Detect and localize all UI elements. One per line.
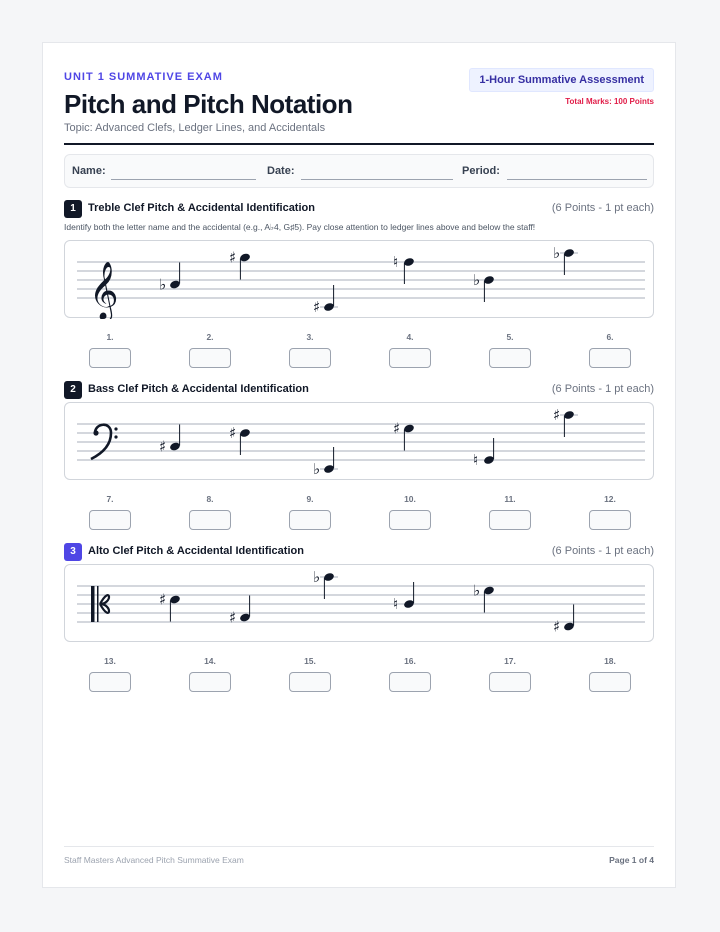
accidental-sharp-icon: ♯ <box>229 424 237 442</box>
bass-staff-box <box>64 402 654 480</box>
accidental-sharp-icon: ♯ <box>553 617 561 636</box>
answer-box[interactable] <box>189 510 231 530</box>
question-number: 1. <box>106 332 114 342</box>
section-2-title: Bass Clef Pitch & Accidental Identification <box>88 383 309 395</box>
section-3-header <box>64 543 654 561</box>
accidental-flat-icon: ♭ <box>553 244 561 262</box>
student-info-bar <box>64 154 654 188</box>
assessment-badge: 1-Hour Summative Assessment <box>469 68 654 92</box>
answer-box[interactable] <box>589 510 631 530</box>
exam-page <box>42 42 676 888</box>
accidental-sharp-icon: ♯ <box>229 248 237 267</box>
accidental-natural-icon: ♮ <box>393 253 399 271</box>
footer-rule <box>64 846 654 847</box>
section-2-answers <box>64 494 654 538</box>
accidental-sharp-icon: ♯ <box>229 608 237 627</box>
header-rule <box>64 143 654 145</box>
period-label: Period: <box>462 165 500 177</box>
question-number: 6. <box>606 332 614 342</box>
question-number: 4. <box>406 332 414 342</box>
answer-box[interactable] <box>89 348 131 368</box>
answer-box[interactable] <box>189 348 231 368</box>
alto-clef-icon <box>91 586 95 622</box>
accidental-sharp-icon: ♯ <box>159 437 167 456</box>
question-number: 16. <box>404 656 416 666</box>
question-number: 7. <box>106 494 114 504</box>
accidental-flat-icon: ♭ <box>313 568 321 586</box>
section-1-answers <box>64 332 654 376</box>
accidental-sharp-icon: ♯ <box>159 590 167 609</box>
date-field[interactable] <box>301 179 453 180</box>
question-number: 3. <box>306 332 314 342</box>
alto-clef-bar <box>97 586 99 622</box>
name-field[interactable] <box>111 179 256 180</box>
accidental-natural-icon: ♮ <box>473 451 479 469</box>
answer-box[interactable] <box>489 672 531 692</box>
section-2-points: (6 Points - 1 pt each) <box>551 383 654 395</box>
name-label: Name: <box>72 165 106 177</box>
accidental-sharp-icon: ♯ <box>393 419 401 438</box>
question-number: 17. <box>504 656 516 666</box>
question-number: 13. <box>104 656 116 666</box>
section-3-title: Alto Clef Pitch & Accidental Identification <box>88 545 304 557</box>
answer-box[interactable] <box>189 672 231 692</box>
treble-staff <box>65 241 657 319</box>
section-2-header <box>64 381 654 399</box>
section-2-number: 2 <box>64 381 82 399</box>
footer-title: Staff Masters Advanced Pitch Summative Exam <box>64 855 244 865</box>
question-number: 9. <box>306 494 314 504</box>
alto-staff-box <box>64 564 654 642</box>
answer-box[interactable] <box>389 510 431 530</box>
page-title: Pitch and Pitch Notation <box>64 89 353 119</box>
section-3-number: 3 <box>64 543 82 561</box>
treble-staff-box <box>64 240 654 318</box>
question-number: 14. <box>204 656 216 666</box>
section-3-answers <box>64 656 654 700</box>
accidental-flat-icon: ♭ <box>473 271 481 289</box>
page-content <box>64 43 654 887</box>
question-number: 2. <box>206 332 214 342</box>
answer-box[interactable] <box>489 510 531 530</box>
bass-clef-dot <box>114 427 117 430</box>
answer-box[interactable] <box>89 510 131 530</box>
accidental-flat-icon: ♭ <box>159 275 167 294</box>
total-marks: Total Marks: 100 Points <box>565 97 654 106</box>
bass-clef-dot <box>114 435 117 438</box>
question-number: 11. <box>504 494 516 504</box>
answer-box[interactable] <box>89 672 131 692</box>
answer-box[interactable] <box>289 510 331 530</box>
period-field[interactable] <box>507 179 647 180</box>
section-1-header <box>64 200 654 218</box>
accidental-natural-icon: ♮ <box>393 595 399 613</box>
treble-clef-icon: 𝄞 <box>89 261 119 319</box>
question-number: 10. <box>404 494 416 504</box>
question-number: 8. <box>206 494 214 504</box>
accidental-flat-icon: ♭ <box>313 460 321 478</box>
page-number: Page 1 of 4 <box>609 855 654 865</box>
date-label: Date: <box>267 165 295 177</box>
answer-box[interactable] <box>589 672 631 692</box>
section-3-points: (6 Points - 1 pt each) <box>551 545 654 557</box>
accidental-sharp-icon: ♯ <box>553 406 561 424</box>
answer-box[interactable] <box>589 348 631 368</box>
accidental-flat-icon: ♭ <box>473 581 481 600</box>
question-number: 18. <box>604 656 616 666</box>
answer-box[interactable] <box>289 672 331 692</box>
section-1-points: (6 Points - 1 pt each) <box>551 202 654 214</box>
question-number: 15. <box>304 656 316 666</box>
bass-clef-dot <box>93 430 98 435</box>
question-number: 12. <box>604 494 616 504</box>
accidental-sharp-icon: ♯ <box>313 298 321 316</box>
answer-box[interactable] <box>389 348 431 368</box>
section-1-title: Treble Clef Pitch & Accidental Identification <box>88 202 315 214</box>
section-1-number: 1 <box>64 200 82 218</box>
alto-staff <box>65 565 657 643</box>
question-number: 5. <box>506 332 514 342</box>
answer-box[interactable] <box>389 672 431 692</box>
answer-box[interactable] <box>289 348 331 368</box>
bass-staff <box>65 403 657 481</box>
answer-box[interactable] <box>489 348 531 368</box>
instructions-text: Identify both the letter name and the accidental (e.g., A♭4, G♯5). Pay close attention to ledger lines above and below the staff! <box>64 222 536 232</box>
unit-label: UNIT 1 SUMMATIVE EXAM <box>64 71 223 83</box>
topic-text: Topic: Advanced Clefs, Ledger Lines, and Accidentals <box>64 122 326 134</box>
